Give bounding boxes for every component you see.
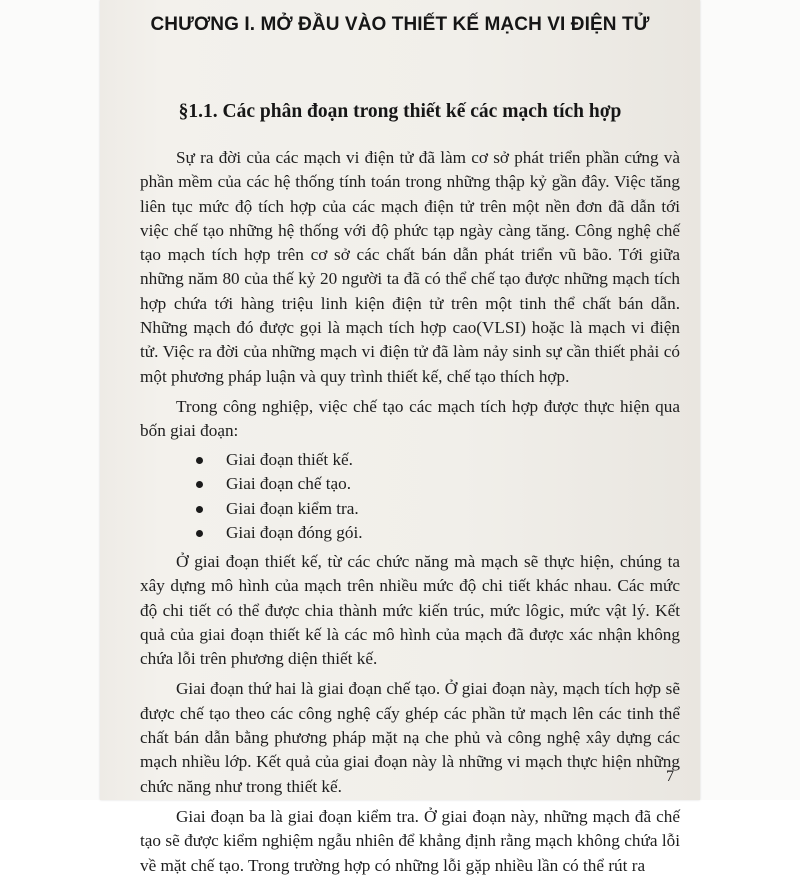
stage-list — [140, 448, 680, 546]
page-number: 7 — [666, 768, 674, 785]
paragraph-stages: Trong công nghiệp, việc chế tạo các mạch tích hợp được thực hiện qua bốn giai đoạn: — [140, 396, 680, 441]
paragraph-testing-stage: Giai đoạn ba là giai đoạn kiểm tra. Ở giai đoạn này, những mạch đã chế tạo sẽ được kiểm nghiệm ngẫu nhiên để khẳng định rằng mạch không chứa lỗi về mặt chế tạo. Trong trường hợp có những lỗi gặp nhiều lần có thể rút ra — [140, 806, 680, 875]
bullet-icon — [196, 506, 203, 513]
list-item — [196, 521, 680, 546]
book-page — [100, 0, 700, 875]
bullet-icon — [196, 481, 203, 488]
body-text — [140, 146, 680, 878]
paragraph-design-stage: Ở giai đoạn thiết kế, từ các chức năng mà mạch sẽ thực hiện, chúng ta xây dựng mô hình của mạch trên nhiều mức độ chi tiết khác nhau. Các mức độ chi tiết có thể được chia thành mức kiến trúc, mức lôgic, mức vật lý. Kết quả của giai đoạn thiết kế là các mô hình của mạch đã được xác nhận không chứa lỗi trên phương diện thiết kế. — [140, 551, 680, 669]
list-item — [196, 472, 680, 497]
list-item-label: Giai đoạn thiết kế. — [226, 449, 353, 469]
section-title: §1.1. Các phân đoạn trong thiết kế các mạch tích hợp — [178, 101, 622, 122]
bullet-icon — [196, 457, 203, 464]
list-item-label: Giai đoạn đóng gói. — [226, 523, 363, 543]
list-item-label: Giai đoạn chế tạo. — [226, 474, 352, 494]
chapter-title: CHƯƠNG I. MỞ ĐẦU VÀO THIẾT KẾ MẠCH VI ĐIỆN TỬ — [150, 14, 650, 35]
paragraph-manufacturing-stage: Giai đoạn thứ hai là giai đoạn chế tạo. Ở giai đoạn này, mạch tích hợp sẽ được chế tạo theo các công nghệ cấy ghép các phần tử mạch lên các tinh thể chất bán dẫn bằng phương pháp mặt nạ che phủ và công nghệ xây dựng các mạch nhiều lớp. Kết quả của giai đoạn này là những vi mạch thực hiện những chức năng như trong thiết kế. — [140, 679, 680, 796]
list-item — [196, 448, 680, 473]
list-item-label: Giai đoạn kiểm tra. — [226, 498, 359, 518]
bullet-icon — [196, 530, 203, 537]
paragraph-intro: Sự ra đời của các mạch vi điện tử đã làm cơ sở phát triển phần cứng và phần mềm của các hệ thống tính toán trong những thập kỷ gần đây. Việc tăng liên tục mức độ tích hợp của các mạch điện tử trên một nền đơn đã dẫn tới việc chế tạo những hệ thống với độ phức tạp ngày càng tăng. Công nghệ chế tạo mạch tích hợp trên cơ sở các chất bán dẫn phát triển vũ bão. Tới giữa những năm 80 của thế kỷ 20 người ta đã có thể chế tạo được những mạch tích hợp chứa tới hàng triệu linh kiện điện tử trên một tinh thể chất bán dẫn. Những mạch đó được gọi là mạch tích hợp cao(VLSI) hoặc là mạch vi điện tử. Việc ra đời của những mạch vi điện tử đã làm nảy sinh sự cần thiết phải có một phương pháp luận và quy trình thiết kế, chế tạo thích hợp. — [140, 148, 680, 386]
list-item — [196, 497, 680, 522]
